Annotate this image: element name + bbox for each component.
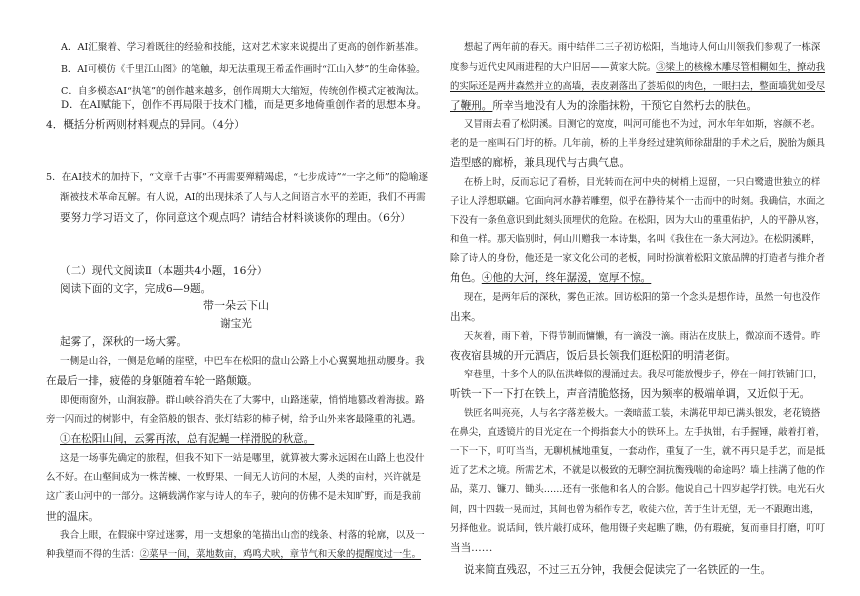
question-3-option-d: D．在AI赋能下，创作不再局限于技术门槛，而是更多地倚重创作者的思想本身。 bbox=[61, 100, 427, 111]
paragraph-2-line-1: 一侧是山谷，一侧是危崤的崖壁，中巴车在松阳的盘山公路上小心翼翼地扭动腰身。我 bbox=[60, 356, 425, 367]
right-paragraph-5-line-2: 夜夜宿县城的开元酒店，饭后县长领我们逛松阳的明清老街。 bbox=[450, 350, 737, 362]
right-paragraph-3-line-3: 下没有一条鱼意识到此刻头顶埋伏的危险。在松阳，因为大山的重重佑护，人的平静从容， bbox=[450, 215, 826, 226]
right-paragraph-1-text: 度参与近代史风雨进程的大户旧居——黄家大院。 bbox=[450, 62, 657, 73]
article-title: 带一朵云下山 bbox=[203, 299, 269, 312]
underlined-sentence-3-start: ③梁上的核椽木雕尽管相糊如生，撩动我 bbox=[656, 62, 826, 73]
article-author: 谢宝光 bbox=[220, 318, 252, 330]
paragraph-5-text: 种我望而不得的生活： bbox=[46, 549, 140, 560]
right-paragraph-3-line-2: 子让人浮想联翩。它面向河水静若雕塑，似乎在静待某个一击而中的时刻。我确信，水面之 bbox=[450, 196, 826, 207]
right-paragraph-7-line-7: 另择他业。说话间，铁片敲打成环，他用镊子夹起瞧了瞧，仍有瑕疵，复而垂目打磨，叮叮 bbox=[450, 523, 826, 534]
right-paragraph-7-line-8: 当当…… bbox=[450, 542, 493, 554]
right-paragraph-1-line-1: 想起了两年前的春天。雨中结伴二三子初访松阳，当地诗人何山川领我们参观了一栋深 bbox=[464, 42, 821, 53]
paragraph-4-line-1: 这是一场事先确定的旅程，但我不知下一站是哪里，就算被大雾永远困在山路上也没什 bbox=[60, 453, 425, 464]
right-paragraph-3-line-5: 除了诗人的身份，他还是一家文化公司的老板，同时扮演着松阳文旅品牌的打造者与推介者 bbox=[450, 253, 826, 264]
paragraph-4-line-4: 世的温床。 bbox=[46, 511, 99, 523]
right-paragraph-7-line-6: 间，四十四载一晃而过，其间也曾为稻作专艺，收徒六位，苦于生计无望，无一不跟跑出逃， bbox=[450, 505, 820, 515]
right-paragraph-7-line-3: 一下一下，叮叮当当，无聊机械地重复，一套动作，重复了一生，就不再只是手艺，而是抵 bbox=[450, 446, 826, 457]
right-paragraph-2-line-1: 又冒雨去看了松阴溪。目测它的宽度，叫河可能也不为过，河水年年如斯，容颜不老。 bbox=[464, 119, 821, 130]
right-paragraph-1-line-4 bbox=[450, 99, 757, 113]
right-paragraph-1-tail: 所幸当地没有人为的涂脂抹粉，干预它自然朽去的肤色。 bbox=[492, 100, 758, 112]
paragraph-3-line-2: 旁一闪而过的树影中，有金箔般的银杏、张灯结彩的柿子树，给予山外来客最隆重的礼遇。 bbox=[46, 414, 422, 425]
right-paragraph-8-line-1: 说来简直残忍，不过三五分钟，我便会促读完了一名铁匠的一生。 bbox=[464, 564, 772, 576]
question-3-option-b: B．AI可模仿《千里江山图》的笔触，却无法重现王希孟作画时“江山入梦”的生命体验。 bbox=[61, 64, 426, 75]
right-paragraph-1-line-2 bbox=[450, 61, 825, 75]
right-paragraph-4-line-1: 现在，是两年后的深秋，雾色正浓。回访松阳的第一个念头是想作诗，虽然一句也没作 bbox=[464, 292, 821, 303]
paragraph-5-line-2 bbox=[46, 548, 421, 562]
paragraph-4-line-3: 这广袤山河中的一部分。这辆载满作家与诗人的车子，驶向的仿佛不是未知旷野，而是我前 bbox=[46, 491, 422, 502]
section-heading: （二）现代文阅读Ⅱ（本题共4小题，16分） bbox=[60, 265, 268, 277]
right-paragraph-6-line-2: 听铁一下一下打在铁上，声音清脆悠扬，因为频率的极端单调，又近似于无。 bbox=[450, 388, 811, 400]
question-5-line-1: 5．在AI技术的加持下，“文章千古事”不再需要殚精竭虑，“七步成诗”“一字之师”的隐喻逐 bbox=[46, 172, 429, 183]
paragraph-3-rest: 窗外，山涧寂静。群山峡谷消失在了大雾中，山路迷蒙，悄悄地篡改着海拔。路 bbox=[88, 395, 425, 406]
right-paragraph-6-line-1: 窄巷里，十多个人的队伍洪峰似的漫涌过去。我尽可能放慢步子，停在一间打铁铺门口， bbox=[464, 369, 823, 380]
paragraph-5-line-1: 我合上眼，在假寐中穿过迷雾，用一支想象的笔描出山峦的线条、村落的轮廓，以及一 bbox=[60, 530, 425, 541]
paragraph-2-line-2: 在最后一排，疲倦的身躯随着车轮一路颠簸。 bbox=[46, 375, 258, 387]
right-paragraph-7-line-4: 近了艺术之境。所需艺术，不就是以极致的无聊空洞抗衡残喘的命途吗？墙上挂满了他的作 bbox=[450, 465, 826, 476]
right-paragraph-5-line-1: 天灰着，雨下着，下得节制而慵懒，有一滴没一滴。雨沾在皮肤上，微凉而不透骨。昨 bbox=[464, 331, 821, 342]
paragraph-3-lead: 即便雨 bbox=[60, 395, 89, 406]
underlined-sentence-1: ①在松阳山间，云雾再浓，总有泥蝇一样滑脱的秋意。 bbox=[60, 433, 315, 445]
underlined-sentence-2: ②菜早一间，菜地数亩，鸡鸣犬吠，章节气和天象的提醒度过一生。 bbox=[139, 549, 422, 560]
right-paragraph-3-line-6 bbox=[450, 271, 651, 285]
right-paragraph-7-line-2: 在鼻尖，直透镜片的目光定在一个拇指套大小的铁环上。左手执钳，右手握锤，敲着打着， bbox=[450, 427, 826, 438]
right-paragraph-2-line-2: 老的是一座叫石门圩的桥。几年前，桥的上半身经过建筑师徐甜甜的手术之后，脱胎为颇具 bbox=[450, 138, 826, 149]
right-paragraph-2-line-3: 造型感的廊桥，兼具现代与古典气息。 bbox=[450, 157, 631, 169]
right-paragraph-3-text: 角色。 bbox=[450, 272, 482, 284]
right-paragraph-3-line-1: 在桥上时，反而忘记了看桥，目光转而在河中央的树梢上逗留，一只白鹭遗世独立的样 bbox=[464, 177, 821, 188]
paragraph-1: 起雾了，深秋的一场大雾。 bbox=[60, 336, 188, 348]
underlined-sentence-4: ④他的大河，终年潺湲，宽厚不惊。 bbox=[481, 272, 652, 284]
underlined-sentence-3-end: 了鞭刑。 bbox=[450, 100, 493, 112]
right-paragraph-7-line-5: 品，菜刀、镰刀、锄头……还有一张他和名人的合影。他说自己十四岁起学打铁。电光石火 bbox=[450, 484, 826, 495]
underlined-sentence-3-middle: 的实际还是两井森然并立的高墙，表皮剥落出了荟垢似的肉色，一眼扫去，整面墙犹如受尽 bbox=[450, 81, 826, 92]
instruction: 阅读下面的文字，完成6—9题。 bbox=[60, 283, 212, 295]
paragraph-4-line-2: 么不好。在山壑间成为一株苦楝、一枚野果、一间无人访问的木屋，人类的亩村，兴许就是 bbox=[46, 472, 422, 483]
paragraph-3-line-1 bbox=[60, 394, 425, 408]
question-5-line-3: 要努力学习语文了，你同意这个观点吗？请结合材料谈谈你的理由。（6分） bbox=[60, 212, 412, 224]
question-4: 4．概括分析两则材料观点的异同。（4分） bbox=[46, 119, 245, 131]
right-paragraph-7-line-1: 铁匠名叫亮亮，人与名字落差极大。一袭暗蓝工装，未满花甲却已满头银发，老花镜搭 bbox=[464, 408, 821, 419]
right-paragraph-4-line-2: 出来。 bbox=[450, 311, 482, 323]
question-3-option-a: A．AI汇聚着、学习着既往的经验和技能，这对艺术家来说提出了更高的创作新基准。 bbox=[61, 42, 425, 53]
question-3-option-c: C．自多模态AI“执笔”的创作越来越多，创作周期大大缩短，传统创作模式定被淘汰。 bbox=[61, 86, 425, 97]
right-paragraph-3-line-4: 和鱼一样。那天临别时，何山川赠我一本诗集，名叫《我住在一条大河边》。在松阴溪畔， bbox=[450, 234, 821, 245]
question-5-line-2: 渐被技术革命瓦解。有人说，AI的出现抹杀了人与人之间语言水平的差距，我们不再需 bbox=[60, 192, 426, 203]
